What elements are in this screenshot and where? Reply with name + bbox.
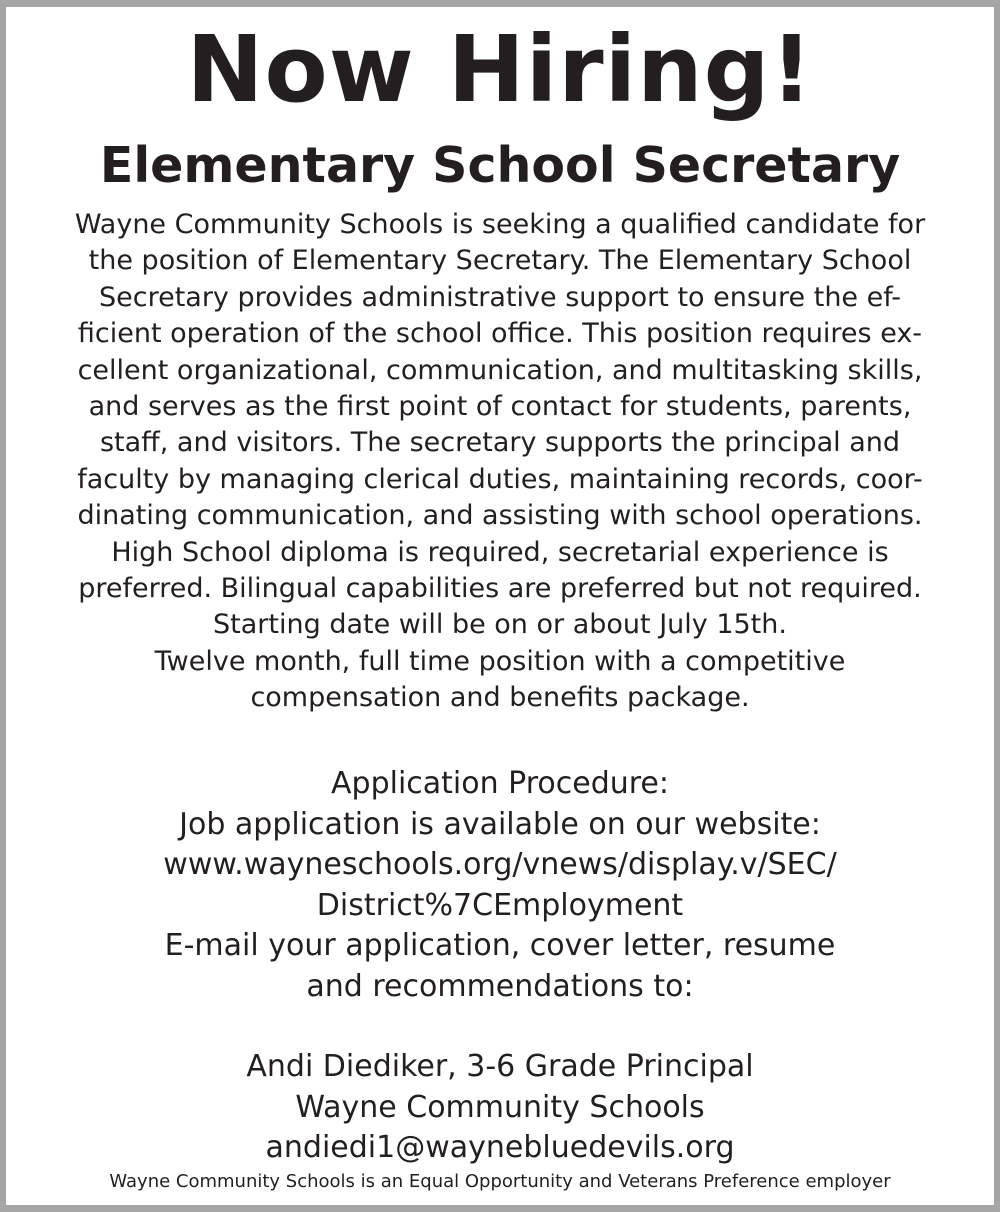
application-url-line-1: www.wayneschools.org/vnews/display.v/SEC/	[163, 847, 837, 882]
eoe-statement: Wayne Community Schools is an Equal Opportunity and Veterans Preference employer	[109, 1171, 891, 1192]
application-procedure	[6, 764, 994, 1007]
description-line: Secretary provides administrative support to ensure the ef-	[98, 281, 902, 313]
description-line: faculty by managing clerical duties, maintaining records, coor-	[77, 463, 923, 495]
job-description	[6, 207, 994, 716]
website-intro: Job application is available on our website:	[179, 806, 821, 842]
description-line: Wayne Community Schools is seeking a qualified candidate for	[74, 209, 926, 240]
description-line: cellent organizational, communication, and multitasking skills,	[77, 354, 923, 386]
description-line: High School diploma is required, secretarial experience is	[111, 536, 889, 568]
description-line: dinating communication, and assisting with school operations.	[77, 500, 923, 532]
email-instructions-line-2: and recommendations to:	[306, 968, 694, 1004]
contact-name-title: Andi Diediker, 3-6 Grade Principal	[246, 1049, 754, 1084]
contact-email: andiedi1@waynebluedevils.org	[265, 1130, 735, 1165]
description-line: Twelve month, full time position with a competitive	[154, 645, 846, 677]
description-line: the position of Elementary Secretary. The Elementary School	[88, 245, 912, 277]
email-instructions-line-1: E-mail your application, cover letter, resume	[164, 928, 836, 963]
description-line: and serves as the first point of contact for students, parents,	[88, 390, 912, 422]
job-ad-frame	[6, 7, 994, 1205]
procedure-heading: Application Procedure:	[331, 766, 669, 801]
description-line: compensation and benefits package.	[250, 682, 750, 714]
application-url-line-2: District%7CEmployment	[316, 887, 684, 923]
headline: Now Hiring!	[186, 16, 814, 123]
contact-block	[6, 1047, 994, 1169]
description-line: Starting date will be on or about July 15th.	[213, 609, 787, 641]
description-line: preferred. Bilingual capabilities are preferred but not required.	[78, 572, 922, 604]
description-line: staff, and visitors. The secretary supports the principal and	[99, 427, 901, 459]
contact-organization: Wayne Community Schools	[295, 1089, 705, 1125]
description-line: ficient operation of the school office. This position requires ex-	[77, 318, 923, 350]
job-title: Elementary School Secretary	[99, 137, 901, 194]
